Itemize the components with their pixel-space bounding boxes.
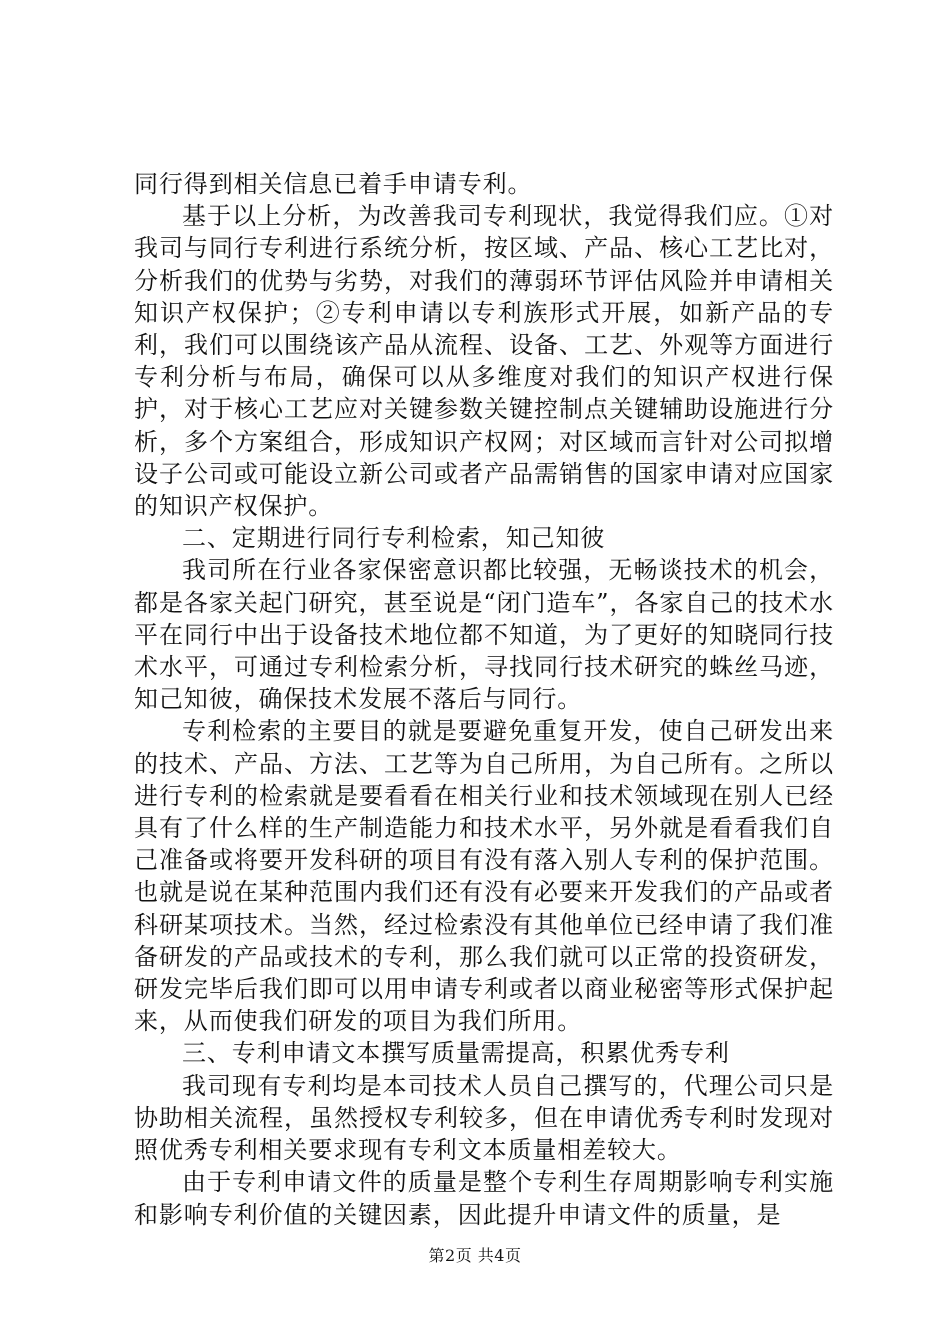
paragraph-continuation: 同行得到相关信息已着手申请专利。 xyxy=(134,170,533,198)
paragraph-industry-secrecy: 我司所在行业各家保密意识都比较强，无畅谈技术的机会，都是各家关起门研究，甚至说是“闭门造车”，各家自己的技术水平在同行中出于设备技术地位都不知道，为了更好的知晓同行技术水平，可通过专利检索分析，寻找同行技术研究的蛛丝马迹，知己知彼，确保技术发展不落后与同行。 xyxy=(134,556,834,714)
paragraph-application-quality: 由于专利申请文件的质量是整个专利生存周期影响专利实施和影响专利价值的关键因素，因此提升申请文件的质量，是 xyxy=(134,1168,834,1229)
paragraph-patent-search-purpose: 专利检索的主要目的就是要避免重复开发，使自己研发出来的技术、产品、方法、工艺等为自己所用，为自己所有。之所以进行专利的检索就是要看看在相关行业和技术领域现在别人已经具有了什么样的生产制造能力和技术水平，另外就是看看我们自己准备或将要开发科研的项目有没有落入别人专利的保护范围。也就是说在某种范围内我们还有没有必要来开发我们的产品或者科研某项技术。当然，经过检索没有其他单位已经申请了我们准备研发的产品或技术的专利，那么我们就可以正常的投资研发，研发完毕后我们即可以用申请专利或者以商业秘密等形式保护起来，从而使我们研发的项目为我们所用。 xyxy=(134,717,834,1036)
document-body xyxy=(134,168,834,1231)
page-number-footer: 第2页 共4页 xyxy=(428,1246,522,1265)
section-heading-three: 三、专利申请文本撰写质量需提高，积累优秀专利 xyxy=(182,1039,730,1068)
section-heading-two: 二、定期进行同行专利检索，知己知彼 xyxy=(182,524,606,553)
paragraph-analysis-suggestions: 基于以上分析，为改善我司专利现状，我觉得我们应。①对我司与同行专利进行系统分析，按区域、产品、核心工艺比对，分析我们的优势与劣势，对我们的薄弱环节评估风险并申请相关知识产权保护；②专利申请以专利族形式开展，如新产品的专利，我们可以围绕该产品从流程、设备、工艺、外观等方面进行专利分析与布局，确保可以从多维度对我们的知识产权进行保护，对于核心工艺应对关键参数关键控制点关键辅助设施进行分析，多个方案组合，形成知识产权网；对区域而言针对公司拟增设子公司或可能设立新公司或者产品需销售的国家申请对应国家的知识产权保护。 xyxy=(134,202,834,521)
paragraph-current-patents: 我司现有专利均是本司技术人员自己撰写的，代理公司只是协助相关流程，虽然授权专利较多，但在申请优秀专利时发现对照优秀专利相关要求现有专利文本质量相差较大。 xyxy=(134,1071,834,1165)
